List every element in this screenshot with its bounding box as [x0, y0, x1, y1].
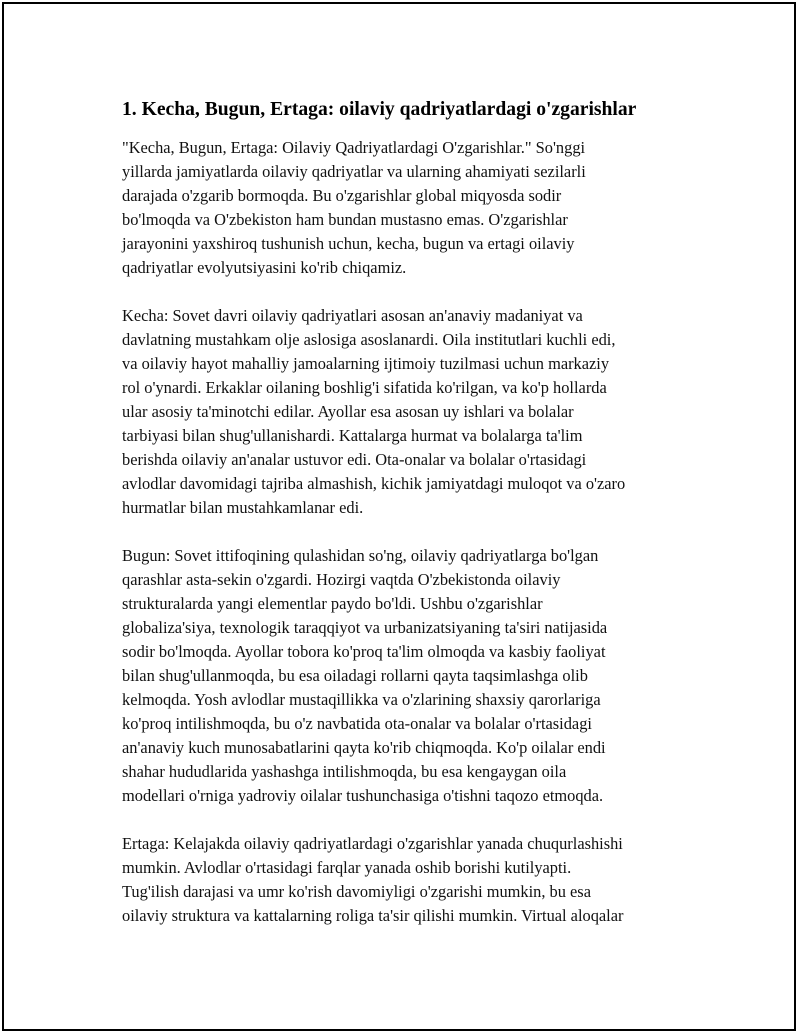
document-body	[122, 98, 692, 952]
text-line: mumkin. Avlodlar o'rtasidagi farqlar yanada oshib borishi kutilyapti.	[122, 858, 572, 877]
text-line: jarayonini yaxshiroq tushunish uchun, kecha, bugun va ertagi oilaviy	[122, 234, 575, 253]
text-line: kelmoqda. Yosh avlodlar mustaqillikka va o'zlarining shaxsiy qarorlariga	[122, 690, 601, 709]
paragraph-kecha	[122, 304, 692, 520]
paragraph-ertaga	[122, 832, 692, 928]
text-line: darajada o'zgarib bormoqda. Bu o'zgarishlar global miqyosda sodir	[122, 186, 562, 205]
text-line: ular asosiy ta'minotchi edilar. Ayollar esa asosan uy ishlari va bolalar	[122, 402, 574, 421]
text-line: qadriyatlar evolyutsiyasini ko'rib chiqamiz.	[122, 258, 407, 277]
text-line: avlodlar davomidagi tajriba almashish, kichik jamiyatdagi muloqot va o'zaro	[122, 474, 626, 493]
page-frame	[2, 2, 796, 1031]
text-line: rol o'ynardi. Erkaklar oilaning boshlig'i sifatida ko'rilgan, va ko'p hollarda	[122, 378, 607, 397]
text-line: globaliza'siya, texnologik taraqqiyot va urbanizatsiyaning ta'siri natijasida	[122, 618, 608, 637]
text-line: Kecha: Sovet davri oilaviy qadriyatlari asosan an'anaviy madaniyat va	[122, 306, 583, 325]
text-line: oilaviy struktura va kattalarning roliga ta'sir qilishi mumkin. Virtual aloqalar	[122, 906, 624, 925]
text-line: ko'proq intilishmoqda, bu o'z navbatida ota-onalar va bolalar o'rtasidagi	[122, 714, 592, 733]
section-heading: 1. Kecha, Bugun, Ertaga: oilaviy qadriyatlardagi o'zgarishlar	[122, 99, 637, 120]
text-line: davlatning mustahkam olje aslosiga asoslanardi. Oila institutlari kuchli edi,	[122, 330, 616, 349]
text-line: hurmatlar bilan mustahkamlanar edi.	[122, 498, 364, 517]
text-line: berishda oilaviy an'analar ustuvor edi. Ota-onalar va bolalar o'rtasidagi	[122, 450, 587, 469]
text-line: modellari o'rniga yadroviy oilalar tushunchasiga o'tishni taqozo etmoqda.	[122, 786, 604, 805]
text-line: Tug'ilish darajasi va umr ko'rish davomiyligi o'zgarishi mumkin, bu esa	[122, 882, 591, 901]
text-line: an'anaviy kuch munosabatlarini qayta ko'rib chiqmoqda. Ko'p oilalar endi	[122, 738, 606, 757]
text-line: strukturalarda yangi elementlar paydo bo'ldi. Ushbu o'zgarishlar	[122, 594, 543, 613]
text-line: Bugun: Sovet ittifoqining qulashidan so'ng, oilaviy qadriyatlarga bo'lgan	[122, 546, 599, 565]
text-line: qarashlar asta-sekin o'zgardi. Hozirgi vaqtda O'zbekistonda oilaviy	[122, 570, 561, 589]
text-line: Ertaga: Kelajakda oilaviy qadriyatlardagi o'zgarishlar yanada chuqurlashishi	[122, 834, 623, 853]
text-line: bo'lmoqda va O'zbekiston ham bundan mustasno emas. O'zgarishlar	[122, 210, 568, 229]
paragraph-bugun	[122, 544, 692, 808]
text-line: va oilaviy hayot mahalliy jamoalarning ijtimoiy tuzilmasi uchun markaziy	[122, 354, 610, 373]
text-line: tarbiyasi bilan shug'ullanishardi. Kattalarga hurmat va bolalarga ta'lim	[122, 426, 583, 445]
text-line: yillarda jamiyatlarda oilaviy qadriyatlar va ularning ahamiyati sezilarli	[122, 162, 586, 181]
text-line: "Kecha, Bugun, Ertaga: Oilaviy Qadriyatlardagi O'zgarishlar." So'nggi	[122, 138, 586, 157]
text-line: shahar hududlarida yashashga intilishmoqda, bu esa kengaygan oila	[122, 762, 567, 781]
text-line: bilan shug'ullanmoqda, bu esa oiladagi rollarni qayta taqsimlashga olib	[122, 666, 588, 685]
paragraph-intro	[122, 136, 692, 280]
text-line: sodir bo'lmoqda. Ayollar tobora ko'proq ta'lim olmoqda va kasbiy faoliyat	[122, 642, 606, 661]
